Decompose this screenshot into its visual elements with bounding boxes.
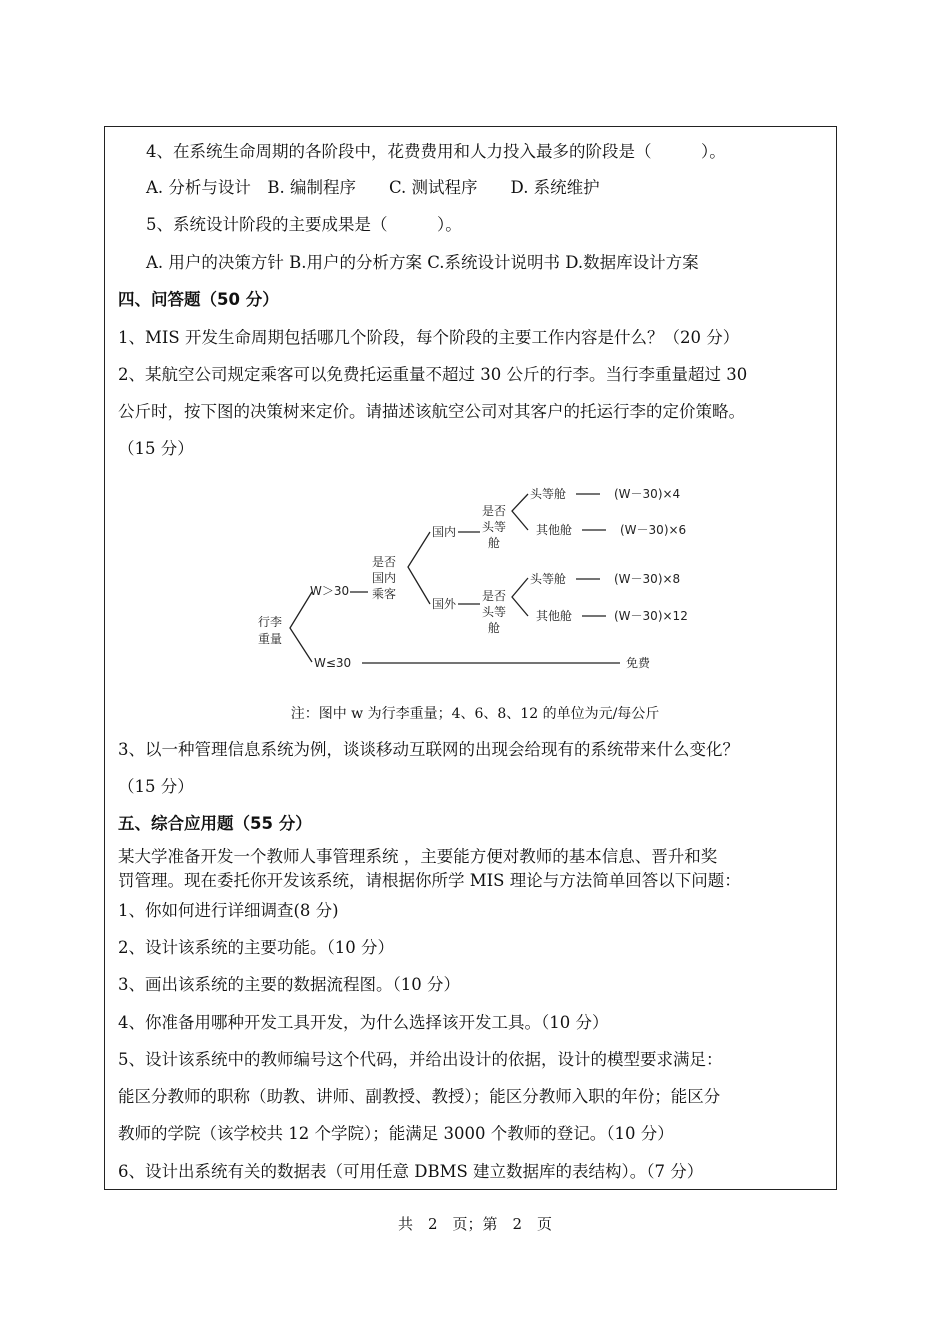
section-5-heading: 五、综合应用题（55 分） <box>118 814 312 833</box>
tree-domestic-decision-1: 是否 <box>372 555 397 569</box>
app-question-4: 4、你准备用哪种开发工具开发，为什么选择该开发工具。（10 分） <box>118 1013 609 1032</box>
tree-first-decision-a2: 头等 <box>482 520 507 534</box>
question-5: 5、系统设计阶段的主要成果是（ ）。 <box>146 215 462 234</box>
tree-free-label: 免费 <box>626 656 651 670</box>
tree-root-bracket <box>290 592 312 662</box>
question-5-options: A. 用户的决策方针 B.用户的分析方案 C.系统设计说明书 D.数据库设计方案 <box>146 253 699 272</box>
app-question-5-line-1: 5、设计该系统中的教师编号这个代码，并给出设计的依据，设计的模型要求满足： <box>118 1050 723 1069</box>
tree-first-decision-b2: 头等 <box>482 605 507 619</box>
tree-root-label-2: 重量 <box>258 632 283 646</box>
qa-question-3-line-1: 3、以一种管理信息系统为例，谈谈移动互联网的出现会给现有的系统带来什么变化？ <box>118 740 739 759</box>
section-5-intro-line-1: 某大学准备开发一个教师人事管理系统 ，主要能方便对教师的基本信息、晋升和奖 <box>118 847 718 866</box>
tree-formula-1: (W－30)×4 <box>614 487 681 501</box>
qa-question-1: 1、MIS 开发生命周期包括哪几个阶段，每个阶段的主要工作内容是什么？（20 分） <box>118 328 740 347</box>
qa-question-2-line-1: 2、某航空公司规定乘客可以免费托运重量不超过 30 公斤的行李。当行李重量超过 30 <box>118 365 748 384</box>
tree-first-decision-b1: 是否 <box>482 589 507 603</box>
tree-other-class-a: 其他舱 <box>536 523 573 537</box>
app-question-3: 3、画出该系统的主要的数据流程图。（10 分） <box>118 975 460 994</box>
app-question-5-line-3: 教师的学院（该学校共 12 个学院）；能满足 3000 个教师的登记。（10 分） <box>118 1124 674 1143</box>
qa-question-2-line-2: 公斤时，按下图的决策树来定价。请描述该航空公司对其客户的托运行李的定价策略。 <box>118 402 745 421</box>
app-question-5-line-2: 能区分教师的职称（助教、讲师、副教授、教授）；能区分教师入职的年份；能区分 <box>118 1087 721 1106</box>
tree-first-class-a: 头等舱 <box>530 487 567 501</box>
section-4-heading: 四、问答题（50 分） <box>118 290 279 309</box>
app-question-6: 6、设计出系统有关的数据表（可用任意 DBMS 建立数据库的表结构）。（7 分） <box>118 1162 704 1181</box>
app-question-1: 1、你如何进行详细调查(8 分) <box>118 901 339 920</box>
question-4-options: A. 分析与设计 B. 编制程序 C. 测试程序 D. 系统维护 <box>146 178 600 197</box>
tree-foreign-label: 国外 <box>432 597 457 611</box>
page-footer: 共 2 页；第 2 页 <box>397 1215 553 1233</box>
tree-formula-2: (W－30)×6 <box>620 523 687 537</box>
tree-domestic-decision-2: 国内 <box>372 571 397 585</box>
tree-domestic-decision-3: 乘客 <box>372 587 397 601</box>
tree-other-class-b: 其他舱 <box>536 609 573 623</box>
tree-domestic-label: 国内 <box>432 525 457 539</box>
qa-question-3-line-2: （15 分） <box>118 777 194 796</box>
tree-root-label-1: 行李 <box>258 615 283 629</box>
tree-first-decision-b3: 舱 <box>488 621 501 635</box>
qa-question-2-line-3: （15 分） <box>118 439 194 458</box>
app-question-2: 2、设计该系统的主要功能。（10 分） <box>118 938 394 957</box>
diagram-note: 注：图中 w 为行李重量；4、6、8、12 的单位为元/每公斤 <box>290 706 660 722</box>
tree-first-class-b: 头等舱 <box>530 572 567 586</box>
tree-first-decision-a3: 舱 <box>488 536 501 550</box>
question-4: 4、在系统生命周期的各阶段中，花费费用和人力投入最多的阶段是（ ）。 <box>146 142 726 161</box>
tree-formula-3: (W－30)×8 <box>614 572 681 586</box>
tree-branch-gt-label: W＞30 <box>310 584 350 598</box>
tree-first-bracket-a <box>512 494 528 530</box>
tree-domestic-bracket <box>408 532 430 604</box>
tree-formula-4: (W－30)×12 <box>614 609 688 623</box>
tree-first-bracket-b <box>512 578 528 616</box>
tree-branch-le-label: W≤30 <box>314 656 352 670</box>
tree-first-decision-a1: 是否 <box>482 504 507 518</box>
section-5-intro-line-2: 罚管理。现在委托你开发该系统，请根据你所学 MIS 理论与方法简单回答以下问题： <box>118 871 741 890</box>
decision-tree-diagram <box>250 470 710 680</box>
